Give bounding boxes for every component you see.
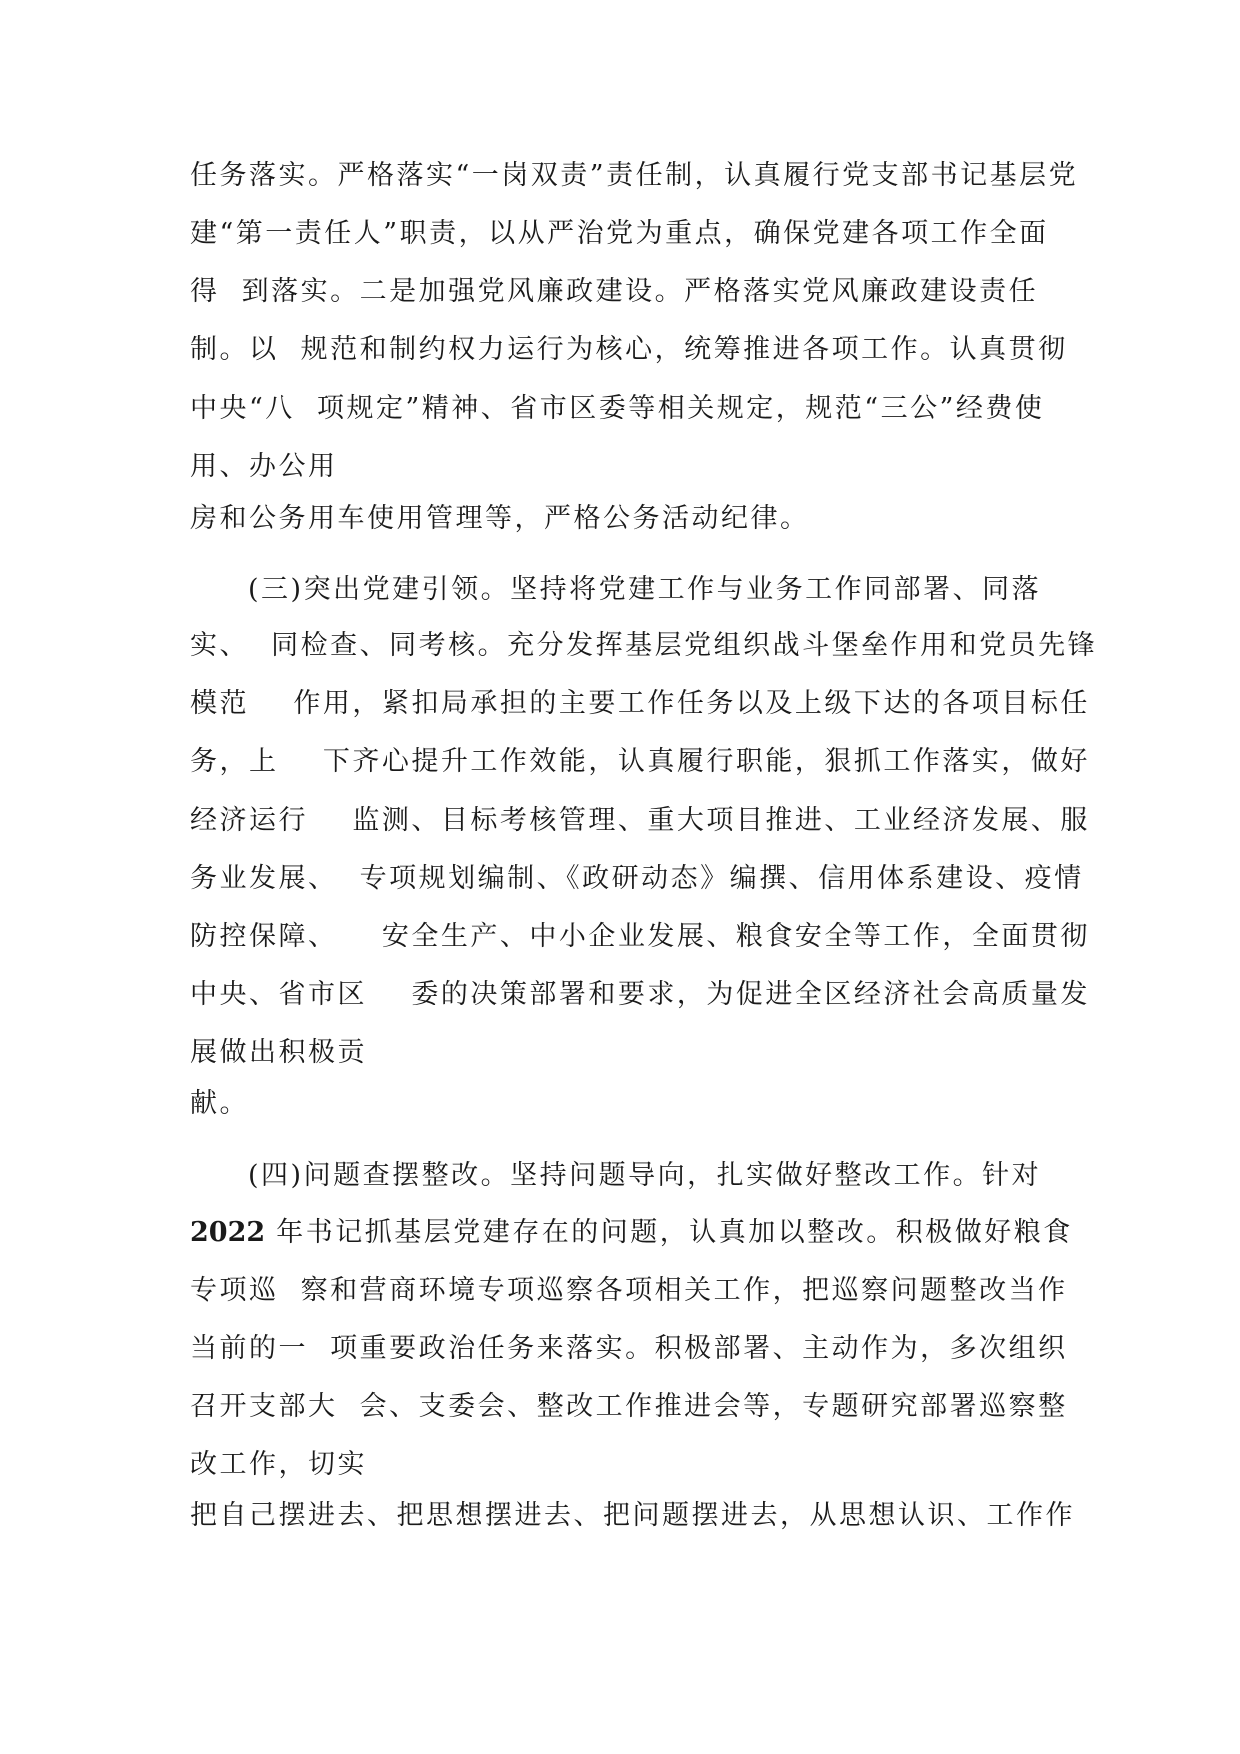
text-line: 实、 同检查、同考核。充分发挥基层党组织战斗堡垒作用和党员先锋 [190,630,1098,661]
text-line: 专项巡 察和营商环境专项巡察各项相关工作，把巡察问题整改当作 [190,1275,1068,1306]
text-line: 务业发展、 专项规划编制、《政研动态》编撰、信用体系建设、疫情 [190,863,1084,894]
text-line: 经济运行 监测、目标考核管理、重大项目推进、工业经济发展、服 [190,805,1090,836]
text-line: 当前的一 项重要政治任务来落实。积极部署、主动作为，多次组织 [190,1333,1068,1364]
text-line: 召开支部大 会、支委会、整改工作推进会等，专题研究部署巡察整 [190,1391,1068,1422]
text-line-with-year [190,1217,1073,1249]
text-line: 务，上 下齐心提升工作效能，认真履行职能，狠抓工作落实，做好 [190,746,1090,777]
text-line: 用、办公用 [190,451,338,482]
text-line: 任务落实。严格落实“一岗双责”责任制，认真履行党支部书记基层党 [190,160,1079,191]
text-line: 得 到落实。二是加强党风廉政建设。严格落实党风廉政建设责任 [190,276,1039,307]
paragraph-heading: (四)问题查摆整改。坚持问题导向，扎实做好整改工作。针对 [248,1160,1042,1191]
text-line: 建“第一责任人”职责，以从严治党为重点，确保党建各项工作全面 [190,218,1049,249]
text-line: 防控保障、 安全生产、中小企业发展、粮食安全等工作，全面贯彻 [190,921,1090,952]
year-number: 2022 [190,1217,266,1248]
text-line: 制。以 规范和制约权力运行为核心，统筹推进各项工作。认真贯彻 [190,334,1068,365]
text-line: 房和公务用车使用管理等，严格公务活动纪律。 [190,503,810,534]
text-fragment: 年书记抓基层党建存在的问题，认真加以整改。积极做好粮食 [265,1217,1073,1248]
text-line: 模范 作用，紧扣局承担的主要工作任务以及上级下达的各项目标任 [190,688,1090,719]
text-line: 中央“八 项规定”精神、省市区委等相关规定，规范“三公”经费使 [190,393,1045,424]
text-line: 献。 [190,1088,249,1119]
text-line: 把自己摆进去、把思想摆进去、把问题摆进去，从思想认识、工作作 [190,1500,1075,1531]
paragraph-heading: (三)突出党建引领。坚持将党建工作与业务工作同部署、同落 [248,574,1042,605]
text-line: 中央、省市区 委的决策部署和要求，为促进全区经济社会高质量发 [190,979,1090,1010]
text-line: 改工作，切实 [190,1449,367,1480]
text-line: 展做出积极贡 [190,1037,367,1068]
